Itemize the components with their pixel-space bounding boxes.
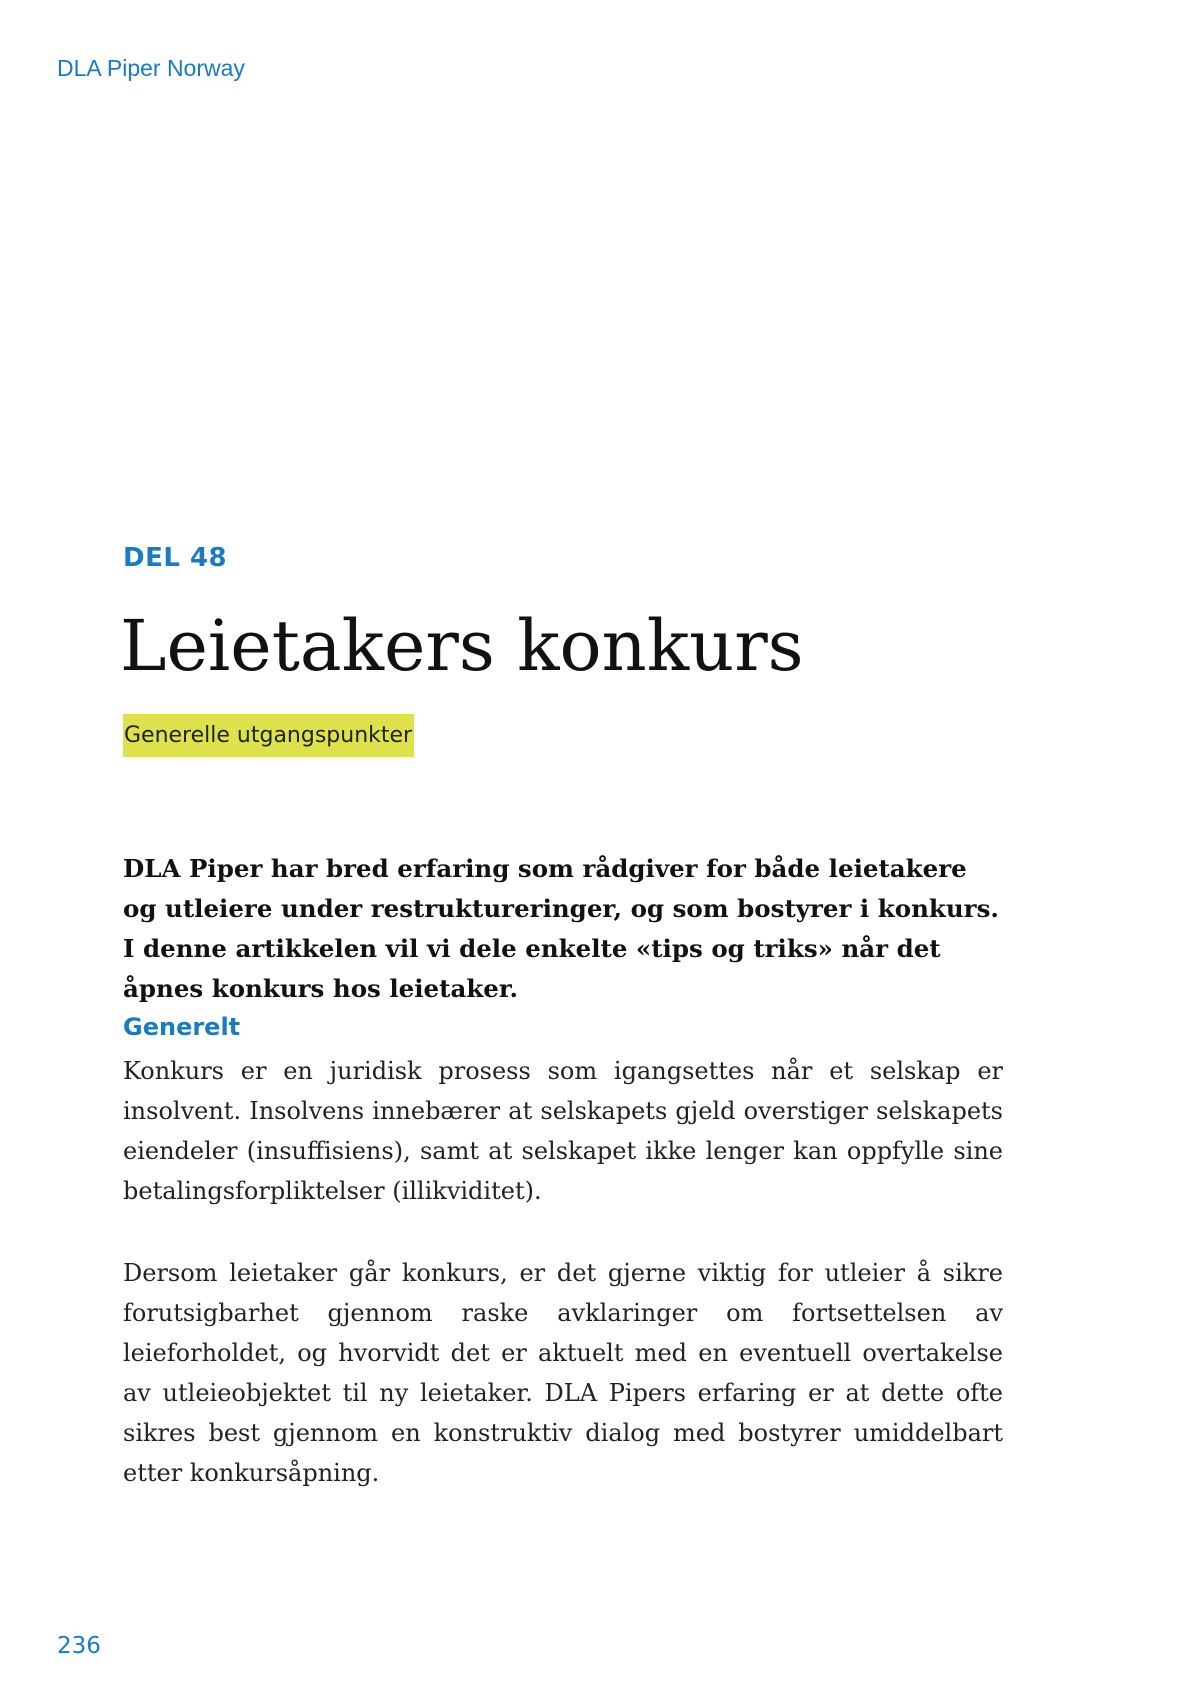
- page-title: Leietakers konkurs: [120, 605, 804, 687]
- lead-paragraph: DLA Piper har bred erfaring som rådgiver for både leietakere og utleiere under restruktureringer, og som bostyrer i konkurs. I denne artikkelen vil vi dele enkelte «tips og triks» når det åpnes konkurs hos leietaker.: [123, 854, 999, 1003]
- part-label: DEL 48: [123, 543, 228, 573]
- body-paragraph-1: Konkurs er en juridisk prosess som igangsettes når et selskap er insolvent. Insolvens innebærer at selskapets gjeld overstiger selskapets eiendeler (insuffisiens), samt at selskapet ikke lenger kan oppfylle sine betalingsforpliktelser (illikviditet).: [123, 1057, 1003, 1205]
- section-heading: Generelt: [123, 1013, 241, 1041]
- body-paragraph-2: Dersom leietaker går konkurs, er det gjerne viktig for utleier å sikre forutsigbarhet gjennom raske avklaringer om fortsettelsen av leieforholdet, og hvorvidt det er aktuelt med en eventuell overtakelse av utleieobjektet til ny leietaker. DLA Pipers erfaring er at dette ofte sikres best gjennom en konstruktiv dialog med bostyrer umiddelbart etter konkursåpning.: [123, 1259, 1003, 1487]
- page-number: 236: [57, 1633, 101, 1659]
- running-header: DLA Piper Norway: [57, 55, 245, 81]
- subtitle-highlight: Generelle utgangspunkter: [123, 714, 414, 757]
